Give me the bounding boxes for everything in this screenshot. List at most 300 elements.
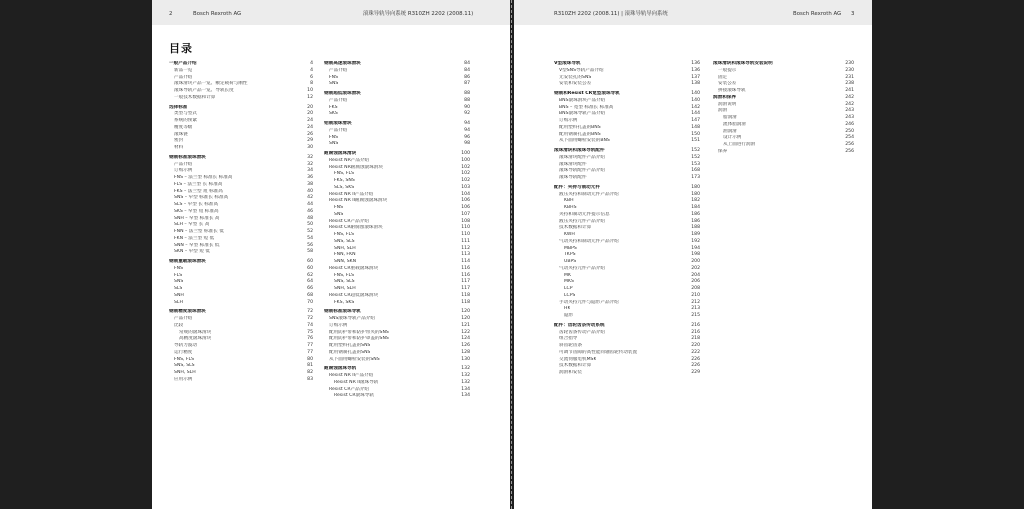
toc-entry-title: SLS, SKS [334,184,355,190]
toc-entry-title: 一般技术数据和计算 [174,94,216,100]
toc-entry-title: 气动夹持和制动元件产品介绍 [559,238,619,244]
toc-entry-page: 188 [691,225,700,231]
toc-column [713,61,854,156]
toc-entry-title: BNS滚珠导轨产品介绍 [559,111,606,117]
toc-entry-page: 242 [845,94,854,100]
toc-entry [169,350,313,357]
toc-entry-page: 216 [691,322,700,328]
toc-entry-page: 62 [307,272,313,278]
toc-entry [324,323,470,330]
toc-entry-title: 滚珠导轨配件 [559,175,587,180]
toc-entry-page: 44 [307,202,313,207]
toc-entry [169,316,313,323]
toc-entry [169,118,313,125]
toc-entry [324,252,470,259]
toc-entry-page: 82 [307,370,313,375]
toc-entry-page: 120 [461,309,470,315]
toc-entry-title: SLH [174,299,183,305]
toc-entry-title: MBPS [564,245,577,251]
toc-entry-page: 58 [307,249,313,255]
toc-entry-page: 114 [461,259,470,264]
toc-entry [324,259,470,266]
toc-entry [554,259,700,266]
toc-entry-title: SNN – 窄型 标准长 低 [174,242,220,248]
toc-entry [169,343,313,350]
toc-entry [169,202,313,209]
toc-entry-page: 38 [307,181,313,187]
toc-entry [554,219,700,226]
toc-entry-page: 74 [307,322,313,328]
toc-entry-page: 230 [845,61,854,66]
toc-entry [324,239,470,246]
toc-entry-page: 202 [691,265,700,271]
toc-entry-page: 94 [464,121,470,126]
toc-entry [713,129,854,136]
toc-entry [554,162,700,169]
toc-entry-page: 137 [691,74,700,80]
toc-entry-title: 产品介绍 [329,97,348,103]
toc-entry-page: 102 [461,178,470,183]
toc-entry-page: 111 [461,238,470,244]
toc-entry-page: 30 [307,145,313,150]
toc-entry-title: 拼接滚珠导轨 [718,88,746,93]
toc-entry-page: 113 [461,252,470,258]
toc-entry [169,145,313,152]
left-company-name: Bosch Rexroth AG [193,11,242,17]
toc-entry-title: 液压夹持元件产品介绍 [559,218,605,224]
toc-entry-title: 新品一览 [174,67,193,73]
toc-entry-page: 208 [691,286,700,291]
toc-entry-page: 198 [691,252,700,258]
toc-entry [554,246,700,253]
toc-entry-page: 144 [691,111,700,117]
toc-entry-title: Resist CR滚珠导轨 [334,393,374,399]
toc-entry [324,141,470,148]
toc-entry [324,286,470,293]
toc-entry-page: 50 [307,222,313,228]
toc-entry [169,216,313,223]
toc-entry-page: 189 [691,232,700,237]
toc-entry [713,75,854,82]
toc-entry-title: 从下面用螺栓安装的BNS [559,138,610,144]
toc-entry-page: 210 [691,292,700,298]
toc-entry-page: 60 [307,265,313,271]
toc-entry-page: 256 [845,148,854,154]
toc-entry [324,393,470,400]
toc-entry-page: 87 [464,81,470,87]
toc-entry-title: 滚珠滑块配件产品介绍 [559,154,605,160]
toc-entry-page: 130 [461,356,470,362]
toc-entry-title: FKN – 法兰型 短 低 [174,235,215,241]
toc-entry-page: 184 [691,205,700,210]
toc-entry [169,377,313,384]
toc-entry-title: FKS, SKS [334,299,355,305]
toc-entry-title: 滚珠滑块和滚珠导轨配件 [554,148,605,153]
toc-entry-page: 148 [691,124,700,130]
toc-entry-page: 76 [307,336,313,342]
toc-entry-page: 72 [307,309,313,315]
toc-entry-title: 运行精度 [174,349,193,355]
toc-entry-title: 配用防护带和防护带夹的SNS [329,329,389,335]
toc-entry-title: SNS [329,141,339,147]
toc-entry [554,125,700,132]
toc-entry-page: 81 [307,363,313,369]
toc-entry [169,279,313,286]
toc-entry-page: 102 [461,171,470,177]
toc-entry-title: 脂润滑 [723,115,737,120]
toc-entry-page: 54 [307,235,313,241]
toc-entry-page: 231 [845,74,854,80]
toc-entry-page: 180 [691,184,700,190]
left-page [152,0,510,509]
toc-entry-title: SNS – 窄型 标准长 标准高 [174,195,229,201]
toc-entry-page: 20 [307,111,313,117]
toc-entry [324,219,470,226]
toc-entry [713,68,854,75]
toc-entry-title: 一般提示 [718,67,737,73]
toc-entry-title: SKS [329,111,338,117]
toc-entry-title: 产品介绍 [329,67,348,73]
toc-entry-page: 80 [307,356,313,362]
toc-entry-title: KBHS [564,205,577,210]
toc-entry [554,343,700,350]
toc-entry [554,306,700,313]
page-divider [511,0,512,509]
toc-entry [554,330,700,337]
toc-entry-page: 180 [691,191,700,197]
toc-entry-page: 34 [307,168,313,174]
toc-entry-title: 润滑 [718,108,728,114]
toc-entry-title: 安装和安装公差 [559,81,592,87]
toc-entry-title: SNS, SLS [334,238,355,244]
toc-entry-page: 40 [307,188,313,194]
toc-entry-title: 高精度滚珠滑块 [179,336,212,342]
toc-entry [169,111,313,118]
toc-entry-title: 选择标准 [169,104,188,110]
toc-entry-page: 213 [691,306,700,312]
toc-entry-page: 238 [845,81,854,87]
toc-entry [169,209,313,216]
toc-entry-page: 29 [307,138,313,144]
toc-entry-title: 技术数据和计算 [559,363,592,369]
toc-section-heading [169,259,313,266]
toc-entry-page: 100 [461,151,470,156]
toc-entry [324,300,470,307]
toc-entry [324,81,470,88]
toc-entry [169,68,313,75]
toc-entry-page: 92 [464,111,470,117]
toc-entry-title: 配用钢制孔盖的SNS [329,349,371,355]
toc-entry-title: HK [564,306,571,312]
toc-entry [324,225,470,232]
toc-entry-page: 256 [845,142,854,147]
toc-entry-page: 112 [461,245,470,251]
toc-entry [554,363,700,370]
toc-entry [324,357,470,364]
toc-entry-title: SKS – 窄型 短 标准高 [174,208,219,214]
toc-entry-page: 46 [307,208,313,214]
toc-entry-title: 交流伺服电机MSK [559,356,597,362]
toc-entry [713,115,854,122]
toc-entry-title: 滚珠导轨产品一览、导轨长度 [174,88,234,93]
toc-entry-title: 耐腐蚀滚珠滑块 [324,151,357,156]
toc-entry [324,135,470,142]
toc-entry-title: 钢制超低滚珠滑块 [324,91,361,96]
toc-entry [324,266,470,273]
right-page [514,0,872,509]
toc-section-heading [169,105,313,112]
toc-entry-title: 密封 [174,138,184,144]
toc-section-heading [554,91,700,98]
toc-entry-page: 77 [307,349,313,355]
toc-section-heading [713,95,854,102]
toc-entry [324,68,470,75]
toc-entry-title: 斜齿轮齿条 [559,343,582,348]
toc-entry [713,88,854,95]
toc-entry [554,370,700,377]
toc-entry-title: Resist CR产品介绍 [329,386,369,392]
toc-entry-page: 124 [461,336,470,342]
toc-entry [169,195,313,202]
toc-entry-title: 液压夹持和制动元件产品介绍 [559,191,619,197]
toc-entry-page: 100 [461,157,470,163]
toc-entry-title: 耐腐蚀滚珠导轨 [324,366,357,372]
toc-entry-title: MK [564,272,571,278]
toc-entry-title: SLS – 窄型 长 标准高 [174,202,219,207]
toc-entry-title: 齿轮齿条传动产品介绍 [559,329,605,335]
toc-entry-page: 98 [464,141,470,147]
toc-entry-page: 246 [845,121,854,127]
toc-entry-title: TKPS [564,252,576,258]
toc-entry [169,336,313,343]
toc-entry-page: 126 [461,343,470,348]
toc-entry [324,185,470,192]
toc-entry-page: 182 [691,198,700,204]
toc-entry-page: 56 [307,242,313,248]
toc-entry [324,128,470,135]
toc-entry-title: 钢制标准滚珠导轨 [324,309,361,315]
toc-entry-title: 润滑和安装 [559,370,582,375]
toc-entry-page: 168 [691,168,700,174]
toc-entry [554,105,700,112]
toc-entry-title: SNH, SLH [334,245,356,251]
toc-entry-page: 212 [691,299,700,305]
toc-entry-title: FNS [329,74,338,80]
toc-entry-title: 配用塑料孔盖的SNS [329,343,371,348]
toc-entry [554,293,700,300]
toc-entry [554,313,700,320]
toc-section-heading [324,309,470,316]
toc-entry-page: 117 [461,279,470,285]
toc-entry [554,132,700,139]
toc-entry [554,336,700,343]
toc-entry-page: 186 [691,218,700,224]
toc-entry [169,162,313,169]
toc-entry [169,236,313,243]
toc-entry-title: SNS滚珠导轨产品介绍 [329,316,376,321]
toc-entry-title: FLS – 法兰型 长 标准高 [174,181,223,187]
right-page-number: 3 [851,11,855,17]
toc-entry-title: 一般产品介绍 [169,61,197,66]
toc-entry [554,300,700,307]
toc-entry-page: 254 [845,135,854,141]
toc-entry [169,357,313,364]
toc-entry-page: 88 [464,91,470,96]
toc-section-heading [324,61,470,68]
toc-entry [324,343,470,350]
toc-entry-page: 10 [307,88,313,93]
toc-entry-title: 滚珠链 [174,131,188,137]
toc-column [554,61,700,377]
toc-entry [169,168,313,175]
toc-entry-title: 产品介绍 [174,161,193,167]
toc-entry [554,357,700,364]
toc-entry [324,350,470,357]
toc-entry-title: 常规的滚珠滑块 [179,329,212,335]
toc-entry [554,252,700,259]
toc-entry [324,111,470,118]
toc-entry-title: LCPS [564,292,576,298]
toc-entry [554,175,700,182]
toc-entry [169,330,313,337]
toc-entry-page: 132 [461,366,470,372]
toc-entry-title: 组合指导 [559,336,578,342]
toc-entry-page: 226 [691,356,700,362]
toc-entry-page: 88 [464,97,470,103]
toc-entry-page: 206 [691,279,700,285]
toc-section-heading [169,61,313,68]
toc-entry-page: 70 [307,299,313,305]
toc-entry-page: 86 [464,74,470,80]
toc-entry-title: SNS, SLS [174,363,195,369]
toc-entry [554,75,700,82]
toc-section-heading [324,121,470,128]
toc-entry [554,350,700,357]
toc-entry-title: BNS – 宽型 标准长 标准高 [559,104,614,110]
toc-entry [324,198,470,205]
toc-entry-page: 106 [461,198,470,204]
toc-entry [169,182,313,189]
toc-entry-title: FNS [334,205,343,210]
toc-entry-title: FKS [329,104,338,110]
toc-section-heading [713,61,854,68]
toc-entry-title: 滚珠导轨配件产品介绍 [559,168,605,174]
toc-entry-page: 110 [461,232,470,237]
toc-entry-page: 241 [845,88,854,93]
toc-entry [169,222,313,229]
toc-entry [554,225,700,232]
toc-entry [169,138,313,145]
toc-entry-page: 4 [310,61,313,66]
toc-entry-page: 26 [307,131,313,137]
toc-entry-page: 200 [691,259,700,264]
toc-entry-page: 117 [461,286,470,291]
toc-entry [324,279,470,286]
toc-entry-page: 134 [461,393,470,399]
toc-entry-title: 应用示例 [174,376,193,382]
toc-entry-title: Resist NR耐腐蚀滚珠滑块 [329,164,383,170]
toc-section-heading [324,91,470,98]
toc-entry-page: 75 [307,329,313,335]
toc-entry [713,135,854,142]
toc-entry-title: BNS滚珠滑块产品介绍 [559,97,606,103]
toc-entry [324,273,470,280]
toc-entry-title: 配用塑料孔盖的BNS [559,124,601,130]
toc-entry-title: 无安装孔的SNS [559,74,592,80]
toc-entry [324,336,470,343]
toc-entry-title: 导轨力波动 [174,343,197,348]
toc-entry [169,286,313,293]
toc-entry [713,122,854,129]
right-company-name: Bosch Rexroth AG [793,11,842,17]
toc-entry [713,149,854,156]
toc-entry-title: SNH, SLH [174,370,196,375]
toc-entry-title: SNS, SLS [334,279,355,285]
toc-entry-page: 230 [845,67,854,73]
toc-entry-title: V型滚珠导轨 [554,61,581,66]
toc-entry-page: 102 [461,164,470,170]
toc-entry-page: 134 [461,386,470,392]
toc-entry-page: 150 [691,131,700,137]
toc-column [324,61,470,400]
toc-entry-title: 订购示例 [559,118,578,123]
toc-entry [324,316,470,323]
toc-section-heading [169,309,313,316]
toc-entry-title: Resist CR重载滚珠滑块 [329,265,379,271]
toc-entry-page: 151 [691,138,700,144]
toc-entry-title: 配件：齿轮齿条传动系统 [554,322,605,328]
toc-entry-page: 153 [691,161,700,167]
page-title: 目录 [169,42,193,55]
toc-entry-page: 136 [691,61,700,66]
toc-entry [554,111,700,118]
toc-entry [713,108,854,115]
toc-entry-title: 从上面进行润滑 [723,142,756,147]
toc-entry [169,370,313,377]
toc-entry-page: 152 [691,148,700,153]
toc-entry [324,212,470,219]
toc-entry [324,232,470,239]
toc-entry [554,118,700,125]
toc-entry-page: 140 [691,97,700,103]
toc-entry [169,300,313,307]
toc-entry [324,158,470,165]
toc-entry-title: 类型与型式 [174,111,197,117]
toc-entry-page: 138 [691,81,700,87]
toc-entry-page: 36 [307,175,313,180]
toc-entry-page: 243 [845,108,854,114]
toc-entry-page: 192 [691,238,700,244]
toc-entry [169,363,313,370]
toc-entry [169,293,313,300]
toc-entry-title: 铝制滚珠滑块 [324,121,352,126]
toc-entry [169,243,313,250]
toc-entry [324,293,470,300]
toc-entry-title: FNS, FLS [174,356,195,362]
toc-entry [324,98,470,105]
toc-entry-title: SKN – 窄型 短 低 [174,249,210,255]
toc-entry [324,75,470,82]
toc-entry-page: 243 [845,115,854,120]
toc-entry [169,75,313,82]
toc-entry-title: V型SNS导轨产品介绍 [559,67,604,73]
toc-entry-title: 固定 [718,74,728,80]
toc-entry-title: 气动夹持元件产品介绍 [559,265,605,271]
toc-section-heading [169,155,313,162]
toc-entry-title: 钢制高速滚珠滑块 [324,61,361,66]
toc-entry-title: KWH [564,232,575,237]
toc-entry-title: FNS, FLS [334,232,355,237]
